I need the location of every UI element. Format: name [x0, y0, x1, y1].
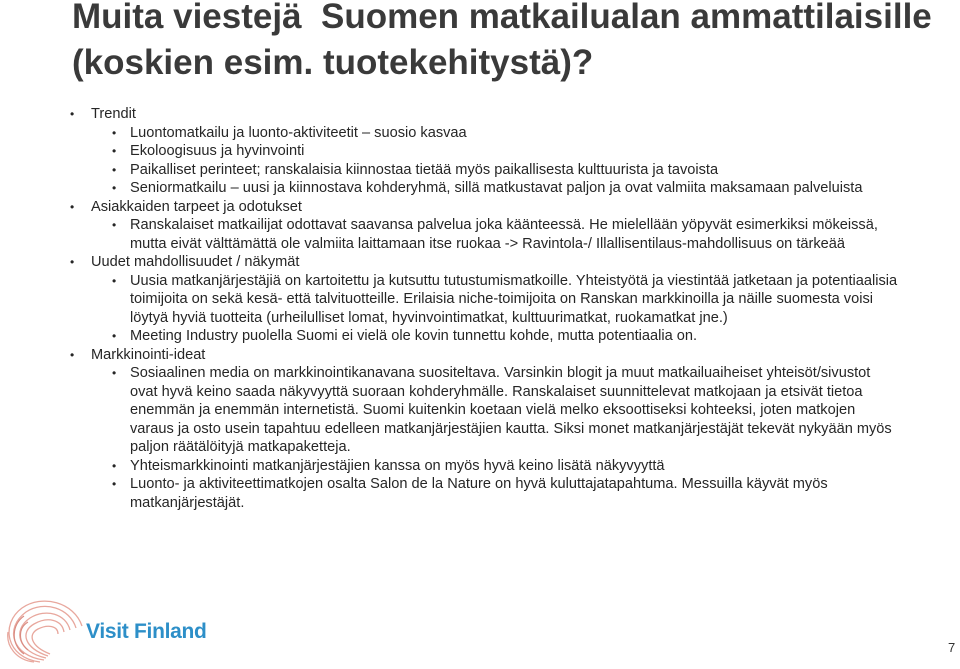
list-item: • Luonto- ja aktiviteettimatkojen osalta Salon de la Nature on hyvä kuluttajatapahtuma. Messuilla käyvät myös matkanjärjestäjät. [91, 475, 900, 512]
list-item: • Seniormatkailu – uusi ja kiinnostava kohderyhmä, sillä matkustavat paljon ja ovat valmiita maksamaan palveluista [91, 179, 900, 198]
section-heading: Asiakkaiden tarpeet ja odotukset [91, 198, 302, 215]
section-asiakkaiden-tarpeet [70, 198, 900, 254]
list-item: • Ranskalaiset matkailijat odottavat saavansa palvelua joka käänteessä. He mielellään yöpyvät esimerkiksi mökeissä, mutta eivät välttämättä ole valmiita laittamaan itse ruokaa -> Ravintola-/ Illallisentilaus-mahdollisuus on tärkeää [91, 216, 900, 253]
section-trendit [70, 105, 900, 198]
list-item: • Luontomatkailu ja luonto-aktiviteetit – suosio kasvaa [91, 124, 900, 143]
section-heading: Markkinointi-ideat [91, 346, 206, 363]
slide-title: Muita viestejä Suomen matkailualan ammattilaisille (koskien esim. tuotekehitystä)? [72, 0, 942, 82]
bullet-list [70, 105, 900, 512]
section-markkinointi-ideat [70, 346, 900, 513]
list-item: • Sosiaalinen media on markkinointikanavana suositeltava. Varsinkin blogit ja muut matkailuaiheiset yhteisöt/sivustot ovat hyvä keino saada näkyvyyttä suoraan kohderyhmälle. Ranskalaiset suunnittelevat matkojaan ja etsivät tietoa enemmän ja enemmän internetistä. Suomi kuitenkin koetaan vielä melko eksoottiseksi kohteeksi, joten matkojen varaus ja osto usein tapahtuu edelleen matkanjärjestäjien kautta. Siksi monet matkanjärjestäjät tekevät nykyään myös paljon räätälöityjä matkapaketteja. [91, 364, 900, 457]
slide-content [70, 105, 900, 512]
list-item: • Yhteismarkkinointi matkanjärjestäjien kanssa on myös hyvä keino lisätä näkyvyyttä [91, 457, 900, 476]
swirl-logo-icon [4, 598, 86, 664]
logo-text: Visit Finland [86, 620, 207, 643]
list-item: • Uusia matkanjärjestäjiä on kartoitettu ja kutsuttu tutustumismatkoille. Yhteistyötä ja viestintää jatketaan ja potentiaalisia toimijoita on sekä kesä- että talvituotteille. Erilaisia niche-toimijoita on Ranskan markkinoilla ja näille suomesta voisi löytyä hyviä tuotteita (urheilulliset lomat, hyvinvointimatkat, kulttuurimatkat, ruokamatkat jne.) [91, 272, 900, 328]
section-heading: Uudet mahdollisuudet / näkymät [91, 254, 300, 270]
list-item: • Meeting Industry puolella Suomi ei vielä ole kovin tunnettu kohde, mutta potentiaalia on. [91, 327, 900, 346]
list-item: • Ekoloogisuus ja hyvinvointi [91, 142, 900, 161]
section-heading: Trendit [91, 106, 136, 122]
list-item: • Paikalliset perinteet; ranskalaisia kiinnostaa tietää myös paikallisesta kulttuurista ja tavoista [91, 161, 900, 180]
page-number: 7 [948, 640, 956, 655]
section-uudet-mahdollisuudet [70, 253, 900, 346]
visit-finland-logo [4, 598, 207, 664]
